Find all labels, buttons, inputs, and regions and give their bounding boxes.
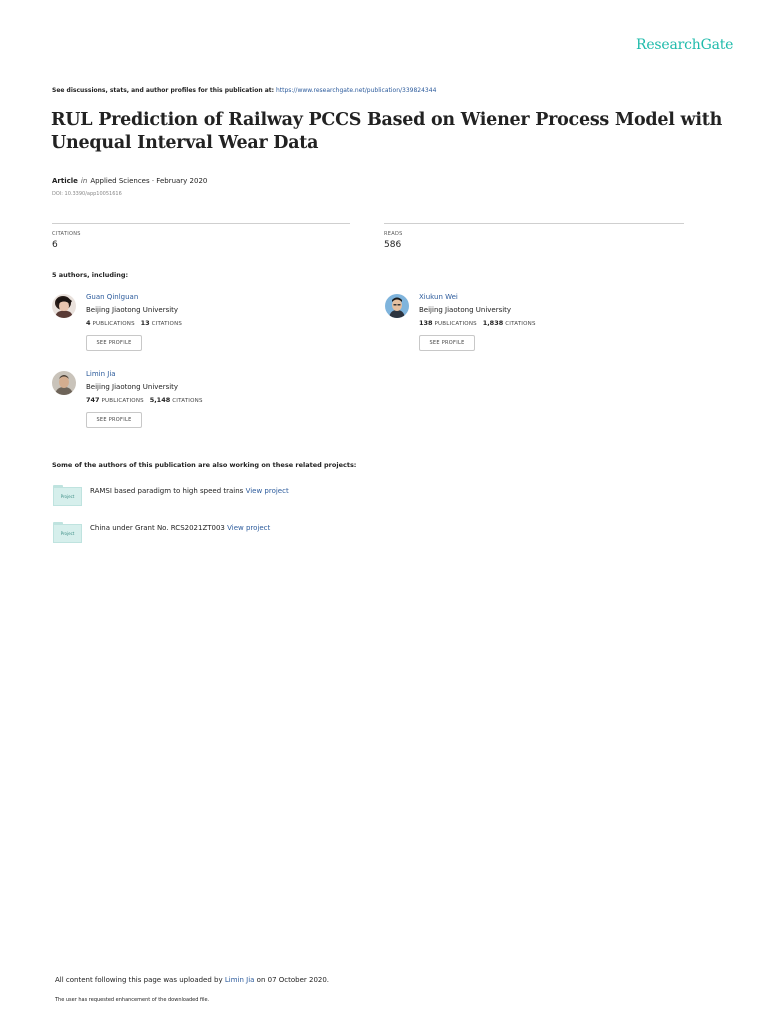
discussion-line — [52, 87, 436, 94]
project-icon-label: Project — [53, 487, 82, 506]
author-name-link[interactable]: Xiukun Wei — [419, 293, 458, 301]
project-icon-label: Project — [53, 524, 82, 543]
author-stats — [86, 319, 182, 327]
projects-heading: Some of the authors of this publication are also working on these related projects: — [52, 461, 357, 469]
author-institution: Beijing Jiaotong University — [86, 383, 179, 391]
researchgate-logo[interactable]: ResearchGate — [636, 37, 734, 53]
avatar[interactable] — [52, 294, 76, 318]
folder-icon — [52, 485, 82, 507]
author-stats — [419, 319, 536, 327]
publications-label: PUBLICATIONS — [434, 321, 477, 327]
project-text — [90, 524, 270, 532]
in-word: in — [80, 177, 88, 185]
paper-meta — [52, 177, 207, 185]
citations-count: 5,148 — [149, 396, 171, 404]
uploaded-suffix: on 07 October 2020. — [256, 976, 330, 984]
view-project-link[interactable]: View project — [227, 524, 271, 532]
citations-label: CITATIONS — [505, 321, 536, 327]
author-name-link[interactable]: Limin Jia — [86, 370, 116, 378]
uploader-link[interactable]: Limin Jia — [224, 976, 255, 984]
enhancement-note: The user has requested enhancement of the downloaded file. — [55, 997, 210, 1003]
reads-label: READS — [384, 231, 403, 237]
paper-title: RUL Prediction of Railway PCCS Based on Wiener Process Model with Unequal Interval Wear Data — [51, 110, 723, 153]
uploaded-prefix: All content following this page was uploaded by — [55, 976, 223, 984]
citations-label: CITATIONS — [52, 231, 81, 237]
view-project-link[interactable]: View project — [245, 487, 289, 495]
publications-label: PUBLICATIONS — [92, 321, 135, 327]
author-institution: Beijing Jiaotong University — [419, 306, 512, 314]
publications-count: 138 — [419, 319, 433, 327]
avatar[interactable] — [385, 294, 409, 318]
reads-value: 586 — [384, 240, 402, 250]
author-name-link[interactable]: Guan Qinlguan — [86, 293, 139, 301]
project-title: RAMSI based paradigm to high speed trains — [90, 487, 244, 495]
author-stats — [86, 396, 203, 404]
divider-citations — [52, 223, 350, 224]
see-profile-button[interactable]: SEE PROFILE — [86, 335, 142, 351]
discussion-lead: See discussions, stats, and author profiles for this publication at: — [52, 87, 275, 94]
folder-icon — [52, 522, 82, 544]
author-institution: Beijing Jiaotong University — [86, 306, 179, 314]
citations-value: 6 — [52, 240, 58, 250]
citations-label: CITATIONS — [151, 321, 183, 327]
divider-reads — [384, 223, 684, 224]
citations-count: 1,838 — [482, 319, 504, 327]
avatar[interactable] — [52, 371, 76, 395]
publication-url-link[interactable]: https://www.researchgate.net/publication/339824344 — [275, 87, 437, 94]
citations-count: 13 — [140, 319, 150, 327]
publications-count: 4 — [86, 319, 91, 327]
citations-label: CITATIONS — [172, 398, 203, 404]
see-profile-button[interactable]: SEE PROFILE — [419, 335, 475, 351]
uploaded-line — [55, 976, 329, 984]
journal-date: Applied Sciences · February 2020 — [90, 177, 208, 185]
doi: DOI: 10.3390/app10051616 — [52, 191, 122, 197]
project-text — [90, 487, 289, 495]
project-title: China under Grant No. RCS2021ZT003 — [90, 524, 225, 532]
authors-heading: 5 authors, including: — [52, 271, 129, 279]
paper-type: Article — [52, 177, 78, 185]
publications-count: 747 — [86, 396, 100, 404]
see-profile-button[interactable]: SEE PROFILE — [86, 412, 142, 428]
publications-label: PUBLICATIONS — [101, 398, 144, 404]
